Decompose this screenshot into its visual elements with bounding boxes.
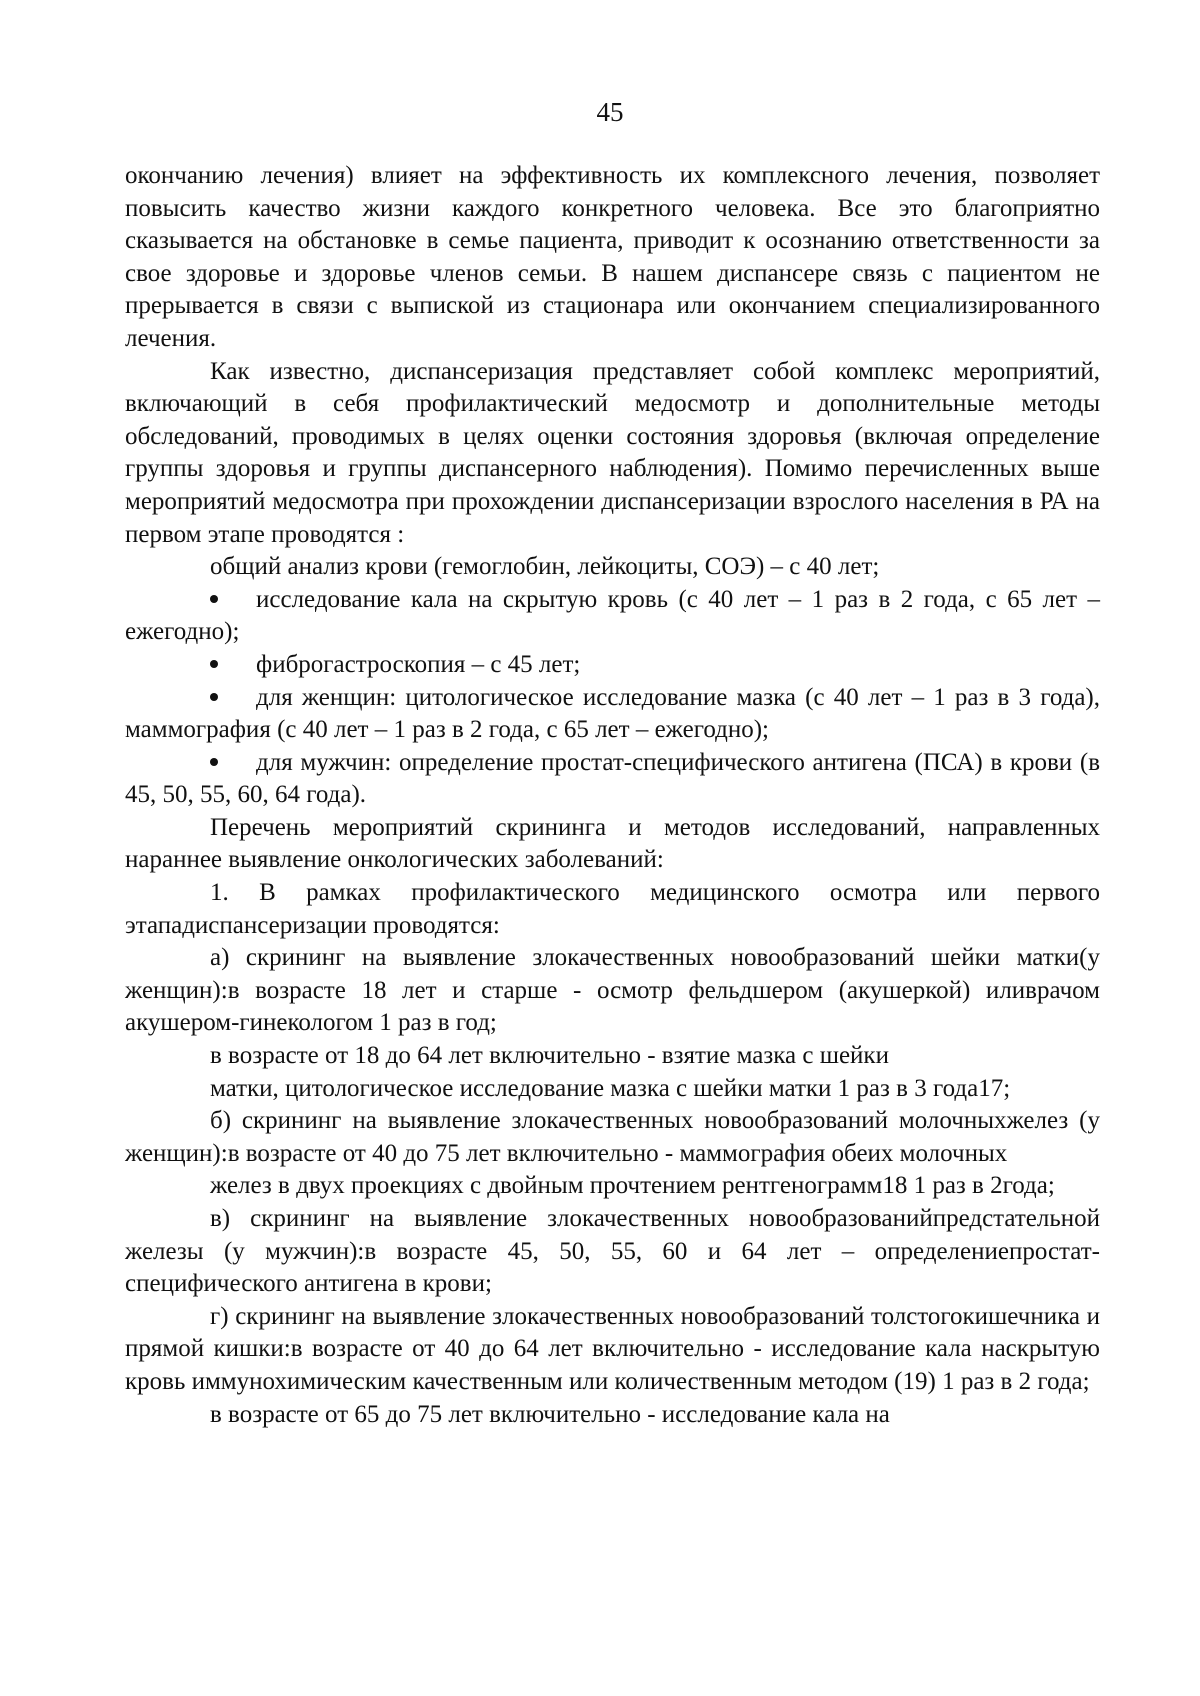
paragraph-dispensary-intro: Как известно, диспансеризация представляет собой комплекс мероприятий, включающий в себя профилактический медосмотр и дополнительные методы обследований, проводимых в целях оценки состояния здоровья (включая определение группы здоровья и группы диспансерного наблюдения). Помимо перечисленных выше мероприятий медосмотра при прохождении диспансеризации взрослого населения в РА на первом этапе проводятся :	[125, 357, 1100, 548]
bullet-icon	[210, 660, 218, 668]
paragraph-section-1: 1. В рамках профилактического медицинского осмотра или первого этападиспансеризации проводятся:	[125, 879, 1100, 939]
paragraph-item-a-cont: матки, цитологическое исследование мазка с шейки матки 1 раз в 3 года17;	[210, 1074, 1011, 1102]
paragraph-item-g: г) скрининг на выявление злокачественных новообразований толстогокишечника и прямой кишки:в возрасте от 40 до 64 лет включительно - исследование кала наскрытую кровь иммунохимическим качественным или количественным методом (19) 1 раз в 2 года;	[125, 1302, 1100, 1395]
list-item-men: для мужчин: определение простат-специфического антигена (ПСА) в крови (в 45, 50, 55, 60, 64 года).	[125, 748, 1100, 809]
list-item-women: для женщин: цитологическое исследование мазка (с 40 лет – 1 раз в 3 года), маммография (с 40 лет – 1 раз в 2 года, с 65 лет – ежегодно);	[125, 683, 1100, 744]
bullet-icon	[210, 595, 218, 603]
paragraph-item-b-cont: желез в двух проекциях с двойным прочтением рентгенограмм18 1 раз в 2года;	[210, 1172, 1055, 1200]
paragraph-item-g-age: в возрасте от 65 до 75 лет включительно - исследование кала на	[210, 1400, 890, 1428]
page-number: 45	[596, 97, 624, 127]
paragraph-item-b: б) скрининг на выявление злокачественных новообразований молочныхжелез (у женщин):в возрасте от 40 до 75 лет включительно - маммография обеих молочных	[125, 1107, 1100, 1167]
bullet-icon	[210, 693, 218, 701]
paragraph-item-a-age: в возрасте от 18 до 64 лет включительно - взятие мазка с шейки	[210, 1042, 889, 1070]
bullet-icon	[210, 758, 218, 766]
paragraph-item-a: а) скрининг на выявление злокачественных новообразований шейки матки(у женщин):в возрасте 18 лет и старше - осмотр фельдшером (акушеркой) иливрачом акушером-гинекологом 1 раз в год;	[125, 944, 1100, 1037]
paragraph-item-v: в) скрининг на выявление злокачественных новообразованийпредстательной железы (у мужчин):в возрасте 45, 50, 55, 60 и 64 лет – определениепростат-специфического антигена в крови;	[125, 1205, 1100, 1298]
list-item-gastroscopy: фиброгастроскопия – с 45 лет;	[125, 649, 1100, 682]
paragraph-screening-list: Перечень мероприятий скрининга и методов исследований, направленных нараннее выявление онкологических заболеваний:	[125, 813, 1100, 874]
paragraph-continuation: окончанию лечения) влияет на эффективность их комплексного лечения, позволяет повысить качество жизни каждого конкретного человека. Все это благоприятно сказывается на обстановке в семье пациента, приводит к осознанию ответственности за свое здоровье и здоровье членов семьи. В нашем диспансере связь с пациентом не прерывается в связи с выпиской из стационара или окончанием специализированного лечения.	[125, 162, 1100, 352]
list-item-blood-test: общий анализ крови (гемоглобин, лейкоциты, СОЭ) – с 40 лет;	[210, 553, 880, 581]
body-text	[125, 160, 1100, 1431]
list-item-stool-test: исследование кала на скрытую кровь (с 40 лет – 1 раз в 2 года, с 65 лет – ежегодно);	[125, 585, 1100, 646]
